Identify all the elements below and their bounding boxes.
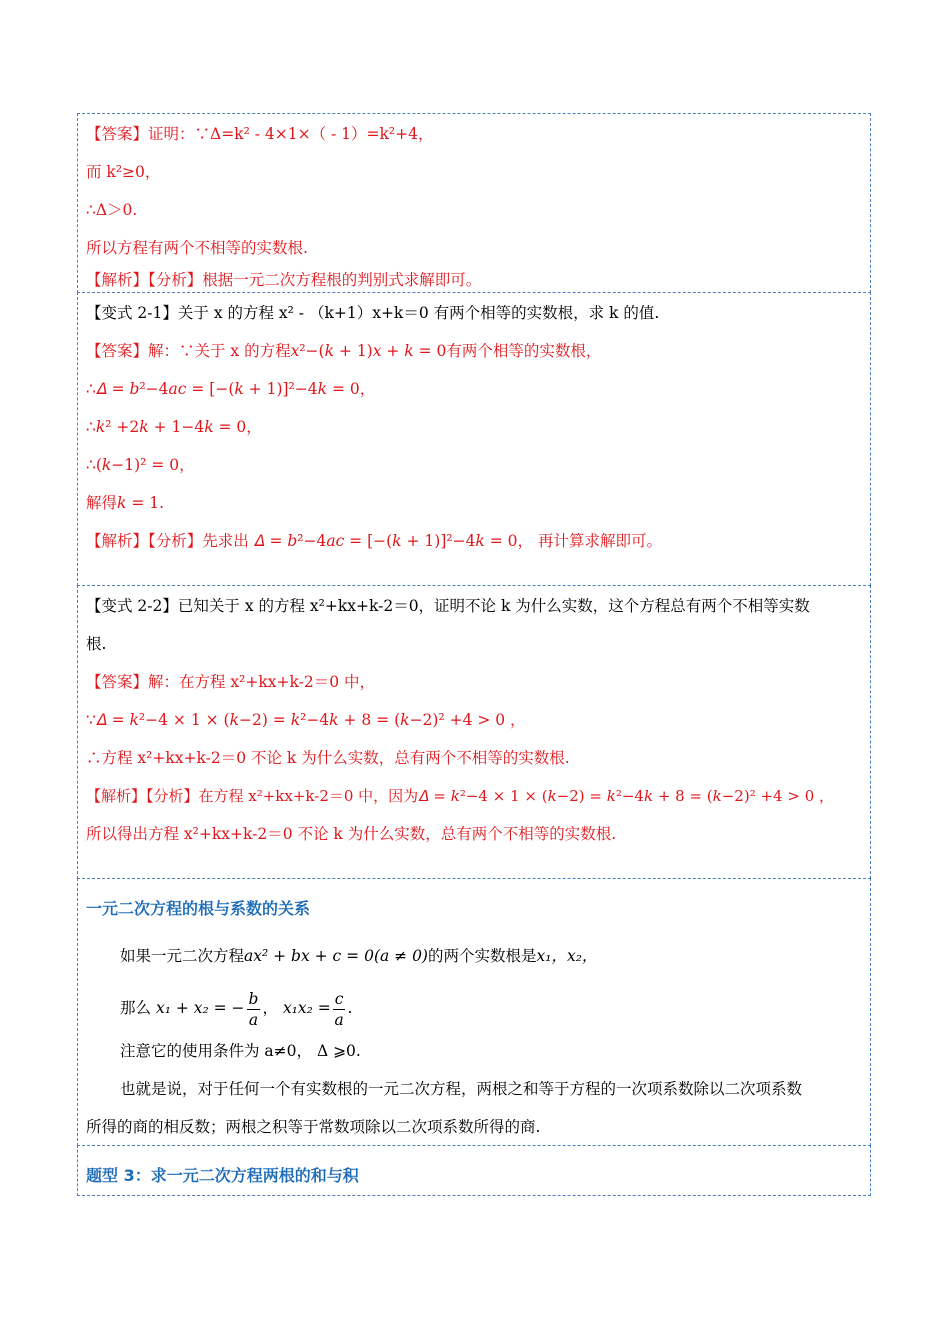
theorem-text: 如果一元二次方程 — [120, 947, 245, 965]
theorem-text: 那么 — [120, 999, 152, 1017]
box-bottom-border — [77, 1195, 871, 1196]
analysis-line: 【解析】【分析】先求出 𝛥 = 𝑏²−4𝑎𝑐 = [−(𝑘 + 1)]²−4𝑘 = 0， 再计算求解即可。 — [86, 532, 662, 550]
answer-line: 【答案】解：在方程 x²+kx+k-2＝0 中， — [86, 673, 375, 691]
condition-note: 注意它的使用条件为 a≠0， Δ ⩾0. — [120, 1042, 361, 1060]
analysis-line: 所以得出方程 x²+kx+k-2＝0 不论 k 为什么实数，总有两个不相等的实数根. — [86, 825, 617, 843]
explanation-line: 也就是说，对于任何一个有实数根的一元二次方程，两根之和等于方程的一次项系数除以二次项系数 — [120, 1080, 803, 1098]
answer-line: 所以方程有两个不相等的实数根. — [86, 239, 308, 257]
variant-question: 【变式 2-1】关于 x 的方程 x² - （k+1）x+k＝0 有两个相等的实数根，求 k 的值. — [86, 304, 660, 322]
section-heading: 一元二次方程的根与系数的关系 — [86, 899, 311, 918]
theorem-text: 的两个实数根是 — [427, 947, 537, 965]
vieta-formula-line: 那么 x₁ + x₂ = − $\frac{b}{a}$ ， x₁x₂ = $\frac{c}{a}$ . — [120, 989, 353, 1029]
answer-line: ∵𝛥 = 𝑘²−4 × 1 × (𝑘−2) = 𝑘²−4𝑘 + 8 = (𝑘−2)² +4 > 0 ， — [86, 711, 526, 729]
theorem-line — [120, 946, 597, 966]
answer-line: 【答案】证明：∵Δ=k² - 4×1×（ - 1）=k²+4， — [86, 125, 434, 143]
answer-line: 解得𝑘 = 1. — [86, 494, 165, 512]
fraction-b-over-a: $\frac{b}{a}$ — [248, 989, 259, 1029]
analysis-line: 【解析】【分析】在方程 x²+kx+k-2＝0 中，因为𝛥 = 𝑘²−4 × 1 × (𝑘−2) = 𝑘²−4𝑘 + 8 = (𝑘−2)² +4 > 0 ， — [86, 787, 835, 805]
fraction-c-over-a: $\frac{c}{a}$ — [334, 989, 344, 1029]
answer-line: ∴方程 x²+kx+k-2＝0 不论 k 为什么实数，总有两个不相等的实数根. — [86, 749, 570, 767]
answer-line: 【答案】解：∵关于 x 的方程𝑥²−(𝑘 + 1)𝑥 + 𝑘 = 0有两个相等的实数根， — [86, 342, 602, 360]
answer-line: ∴𝛥 = 𝑏²−4𝑎𝑐 = [−(𝑘 + 1)]²−4𝑘 = 0， — [86, 380, 376, 398]
answer-line: ∴Δ＞0. — [86, 201, 138, 219]
analysis-line: 【解析】【分析】根据一元二次方程根的判别式求解即可。 — [86, 271, 482, 289]
answer-line: ∴𝑘² +2𝑘 + 1−4𝑘 = 0， — [86, 418, 262, 436]
product-formula: x₁x₂ = — [282, 999, 331, 1017]
answer-line: ∴(𝑘−1)² = 0， — [86, 456, 195, 474]
answer-line: 而 k²≥0， — [86, 163, 161, 181]
question-type-heading: 题型 3：求一元二次方程两根的和与积 — [86, 1166, 359, 1185]
explanation-line: 所得的商的相反数；两根之积等于常数项除以二次项系数所得的商. — [86, 1118, 541, 1136]
sum-formula: x₁ + x₂ = − — [155, 999, 245, 1017]
roots: x₁，x₂， — [536, 947, 598, 965]
variant-question: 根. — [86, 635, 107, 653]
variant-question: 【变式 2-2】已知关于 x 的方程 x²+kx+k-2＝0，证明不论 k 为什么实数，这个方程总有两个不相等实数 — [86, 597, 810, 615]
quadratic-equation: ax² + bx + c = 0(a ≠ 0) — [244, 947, 428, 965]
